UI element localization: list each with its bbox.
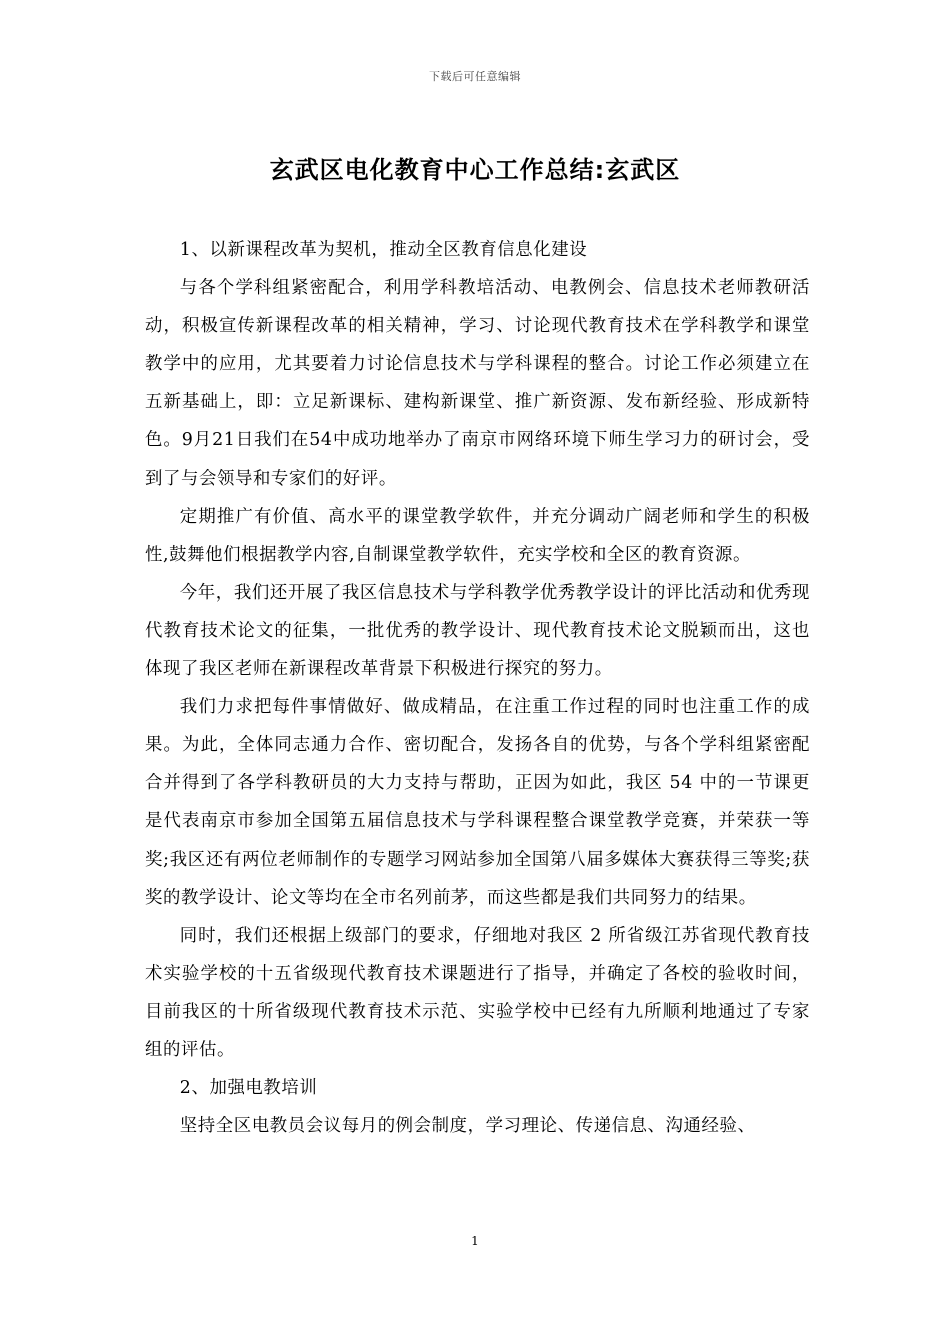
page-number: 1: [471, 1234, 479, 1248]
section-heading-1: 1、以新课程改革为契机，推动全区教育信息化建设: [179, 240, 588, 260]
body-paragraph: 今年，我们还开展了我区信息技术与学科教学优秀教学设计的评比活动和优秀现代教育技术论文的征集，一批优秀的教学设计、现代教育技术论文脱颖而出，这也体现了我区老师在新课程改革背景下积极进行探究的努力。: [145, 582, 810, 680]
body-paragraph: 同时，我们还根据上级部门的要求，仔细地对我区 2 所省级江苏省现代教育技术实验学校的十五省级现代教育技术课题进行了指导，并确定了各校的验收时间，目前我区的十所省级现代教育技术示范、实验学校中已经有九所顺利地通过了专家组的评估。: [145, 925, 810, 1060]
body-paragraph: 坚持全区电教员会议每月的例会制度，学习理论、传递信息、沟通经验、: [179, 1116, 756, 1137]
header-note: 下载后可任意编辑: [429, 70, 521, 83]
body-paragraph: 我们力求把每件事情做好、做成精品，在注重工作过程的同时也注重工作的成果。为此，全体同志通力合作、密切配合，发扬各自的优势，与各个学科组紧密配合并得到了各学科教研员的大力支持与帮助，正因为如此，我区 54 中的一节课更是代表南京市参加全国第五届信息技术与学科课程整合课堂教学竞赛，并荣获一等奖;我区还有两位老师制作的专题学习网站参加全国第八届多媒体大赛获得三等奖;获奖的教学设计、论文等均在全市名列前茅，而这些都是我们共同努力的结果。: [145, 697, 810, 908]
body-paragraph: 与各个学科组紧密配合，利用学科教培活动、电教例会、信息技术老师教研活动，积极宣传新课程改革的相关精神，学习、讨论现代教育技术在学科教学和课堂教学中的应用，尤其要着力讨论信息技术与学科课程的整合。讨论工作必须建立在五新基础上，即：立足新课标、建构新课堂、推广新资源、发布新经验、形成新特色。9月21日我们在54中成功地举办了南京市网络环境下师生学习力的研讨会，受到了与会领导和专家们的好评。: [145, 278, 810, 489]
body-paragraph: 定期推广有价值、高水平的课堂教学软件，并充分调动广阔老师和学生的积极性,鼓舞他们根据教学内容,自制课堂教学软件，充实学校和全区的教育资源。: [145, 506, 810, 565]
document-body: [145, 231, 810, 1145]
document-title: 玄武区电化教育中心工作总结:玄武区: [269, 156, 681, 184]
section-heading-2: 2、加强电教培训: [179, 1078, 318, 1099]
